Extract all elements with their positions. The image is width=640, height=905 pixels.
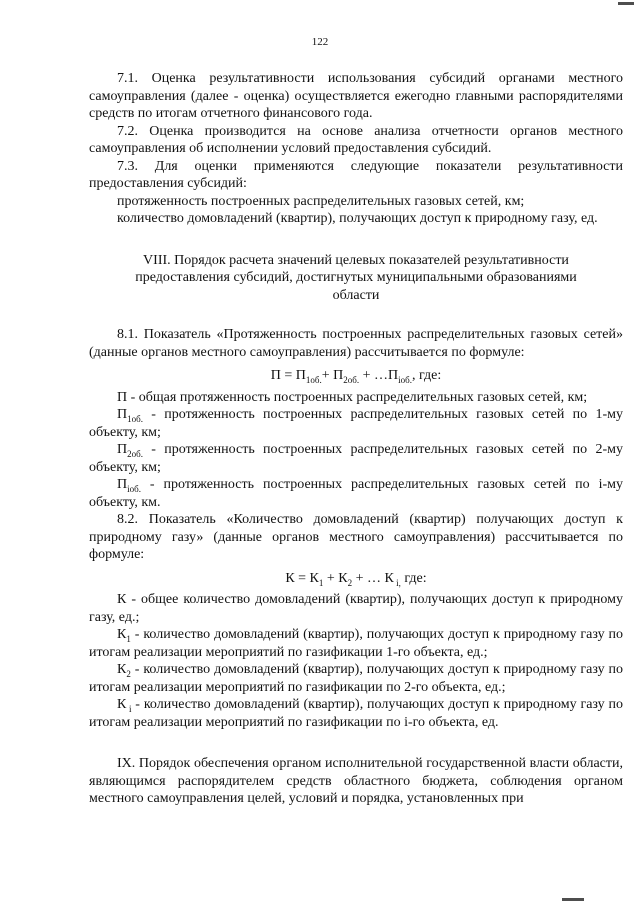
definition-households-object-1: $К_1$ - количество домовладений (квартир), получающих доступ к природному газу по итогам реализации мероприятий по газификации 1-го объекта, ед.; — [89, 627, 623, 660]
section-8-heading: VIII. Порядок расчета значений целевых показателей результативности предоставления субсидий, достигнутых муниципальными образованиями области — [135, 252, 577, 303]
scan-mark-bottom — [562, 898, 584, 901]
indicator-item-pipelines: протяженность построенных распределительных газовых сетей, км; — [117, 193, 525, 209]
definition-total-length: П - общая протяженность построенных распределительных газовых сетей, км; — [117, 389, 588, 405]
definition-length-object-1: $П_{1об.}$ - протяженность построенных распределительных газовых сетей по 1-му объекту, км; — [89, 407, 623, 440]
formula-households: $К = К_1 + К_2$ + … К $_{i,}$ где: — [285, 570, 427, 588]
definition-households-object-2: $К_2$ - количество домовладений (квартир), получающих доступ к природному газу по итогам реализации мероприятий по газификации по 2-го объекта, ед.; — [89, 662, 623, 695]
paragraph-7-1: 7.1. Оценка результативности использования субсидий органами местного самоуправления (далее - оценка) осуществляется ежегодно главными распорядителями средств по итогам отчетного финансового года. — [89, 71, 623, 121]
scan-mark-top — [618, 2, 634, 5]
formula-pipelines: $П = П_{1об.}+ П_{2об.}$ + $\dots П_{iоб.}$, где: — [270, 368, 442, 385]
page-number: 122 — [311, 36, 329, 48]
definition-households-object-i: К $_i$ - количество домовладений (квартир), получающих доступ к природному газу по итогам реализации мероприятий по газификации по i-го объекта, ед. — [89, 697, 623, 730]
paragraph-8-1: 8.1. Показатель «Протяженность построенных распределительных газовых сетей» (данные органов местного самоуправления) рассчитывается по формуле: — [89, 327, 623, 360]
paragraph-8-2: 8.2. Показатель «Количество домовладений (квартир) получающих доступ к природному газу» (данные органов местного самоуправления) рассчитывается по формуле: — [89, 512, 623, 562]
paragraph-7-3: 7.3. Для оценки применяются следующие показатели результативности предоставления субсидий: — [89, 158, 623, 191]
definition-length-object-2: $П_{2об.}$ - протяженность построенных распределительных газовых сетей по 2-му объекту, км; — [89, 442, 623, 475]
document-body — [89, 70, 623, 808]
definition-length-object-i: $П_{iоб.}$ - протяженность построенных распределительных газовых сетей по i-му объекту, км. — [89, 477, 623, 510]
paragraph-7-2: 7.2. Оценка производится на основе анализа отчетности органов местного самоуправления об исполнении условий предоставления субсидий. — [89, 123, 623, 156]
indicator-item-households: количество домовладений (квартир), получающих доступ к природному газу, ед. — [117, 211, 598, 226]
section-9-heading: IX. Порядок обеспечения органом исполнительной государственной власти области, являющимся распорядителем средств областного бюджета, соблюдения органом местного самоуправления целей, условий и порядка, установленных при — [89, 756, 623, 806]
definition-total-households: К - общее количество домовладений (квартир), получающих доступ к природному газу, ед.; — [89, 592, 623, 625]
